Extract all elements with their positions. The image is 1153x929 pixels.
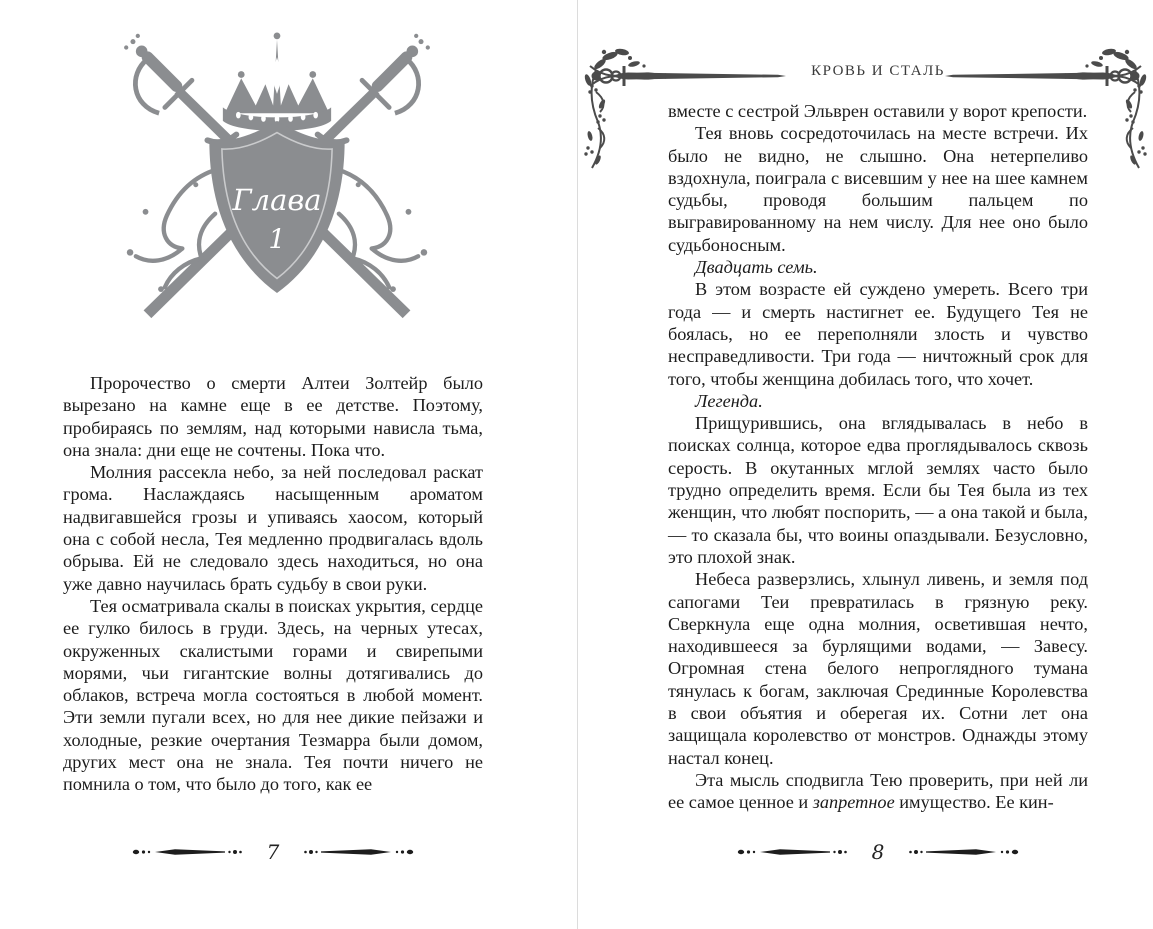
paragraph: Легенда. — [695, 390, 763, 411]
paragraph: вместе с сестрой Эльврен оставили у ворот крепости. — [668, 101, 1088, 121]
paragraph — [668, 769, 1088, 814]
paragraph: Тея осматривала скалы в поисках укрытия, сердце ее гулко билось в груди. Здесь, на черных утесах, окруженных скалистыми горами и свирепыми морями, чьи гигантские волны дотягивались до облаков, встреча могла состояться в любой момент. Эти земли пугали всех, но для нее дикие пейзажи и холодные, резкие очертания Тезмарра были домом, других мест она не знала. Тея почти ничего не помнила о том, что было до того, как ее — [63, 595, 483, 795]
paragraph-segment: имущество. Ее кин- — [894, 792, 1054, 813]
right-page — [578, 0, 1153, 929]
paragraph: В этом возрасте ей суждено умереть. Всего три года — и смерть настигнет ее. Будущего Тея не боялась, но ее переполняли злость и чувство несправедливости. Три года — ничтожный срок для того, чтобы женщина добилась того, что хочет. — [668, 279, 1088, 389]
footer-flourish-icon — [303, 846, 415, 858]
footer-flourish-icon — [736, 846, 848, 858]
paragraph-segment-italic: запретное — [812, 792, 895, 813]
paragraph: Тея вновь сосредоточилась на месте встречи. Их было не видно, не слышно. Она нетерпеливо вздохнула, поиграла с висевшим у нее на шее камнем судьбы, проводя большим пальцем по выгравированному на нем числу. Для нее оно было судьбоносным. — [668, 123, 1088, 255]
left-page-footer — [63, 840, 483, 864]
paragraph: Прищурившись, она вглядывалась в небо в поисках солнца, которое едва проглядывалось сквозь серость. В окутанных мглой землях часто было трудно определить время. Если бы Тея была из тех женщин, что любят поспорить, — а она такой и была, — то сказала бы, что воины опаздывали. Безусловно, это плохой знак. — [668, 413, 1088, 567]
chapter-emblem-icon — [103, 24, 451, 330]
chapter-number: 1 — [268, 224, 286, 256]
right-page-footer — [668, 840, 1088, 864]
footer-flourish-icon — [908, 846, 1020, 858]
left-page-text — [63, 372, 483, 796]
paragraph: Молния рассекла небо, за ней последовал раскат грома. Наслаждаясь насыщенным ароматом надвигавшейся грозы и упиваясь хаосом, который она с собой несла, Тея медленно продвигалась вдоль обрыва. Ей не следовало здесь находиться, но она уже давно научилась брать судьбу в свои руки. — [63, 462, 483, 594]
chapter-label: Глава — [232, 182, 322, 217]
running-title: КРОВЬ И СТАЛЬ — [811, 63, 945, 79]
page-number: 7 — [266, 840, 280, 864]
paragraph: Пророчество о смерти Алтеи Золтейр было вырезано на камне еще в ее детстве. Поэтому, пробираясь по землям, над которыми нависла тьма, она знала: дни еще не сочтены. Пока что. — [63, 373, 483, 460]
footer-flourish-icon — [131, 846, 243, 858]
right-page-text — [668, 100, 1088, 814]
paragraph: Небеса разверзлись, хлынул ливень, и земля под сапогами Теи превратилась в грязную реку. Сверкнула еще одна молния, осветившая нечто, находившееся за бурлящими водами, — Завесу. Огромная стена белого непроглядного тумана тянулась к богам, заключая Срединные Королевства в свои объятия и оберегая их. Сотни лет она защищала королевство от монстров. Однажды этому настал конец. — [668, 569, 1088, 768]
page-number: 8 — [871, 840, 885, 864]
paragraph: Двадцать семь. — [695, 257, 818, 278]
paragraph-segment: Эта мысль сподвигла Тею проверить, при ней ли ее самое ценное и — [668, 769, 1088, 813]
